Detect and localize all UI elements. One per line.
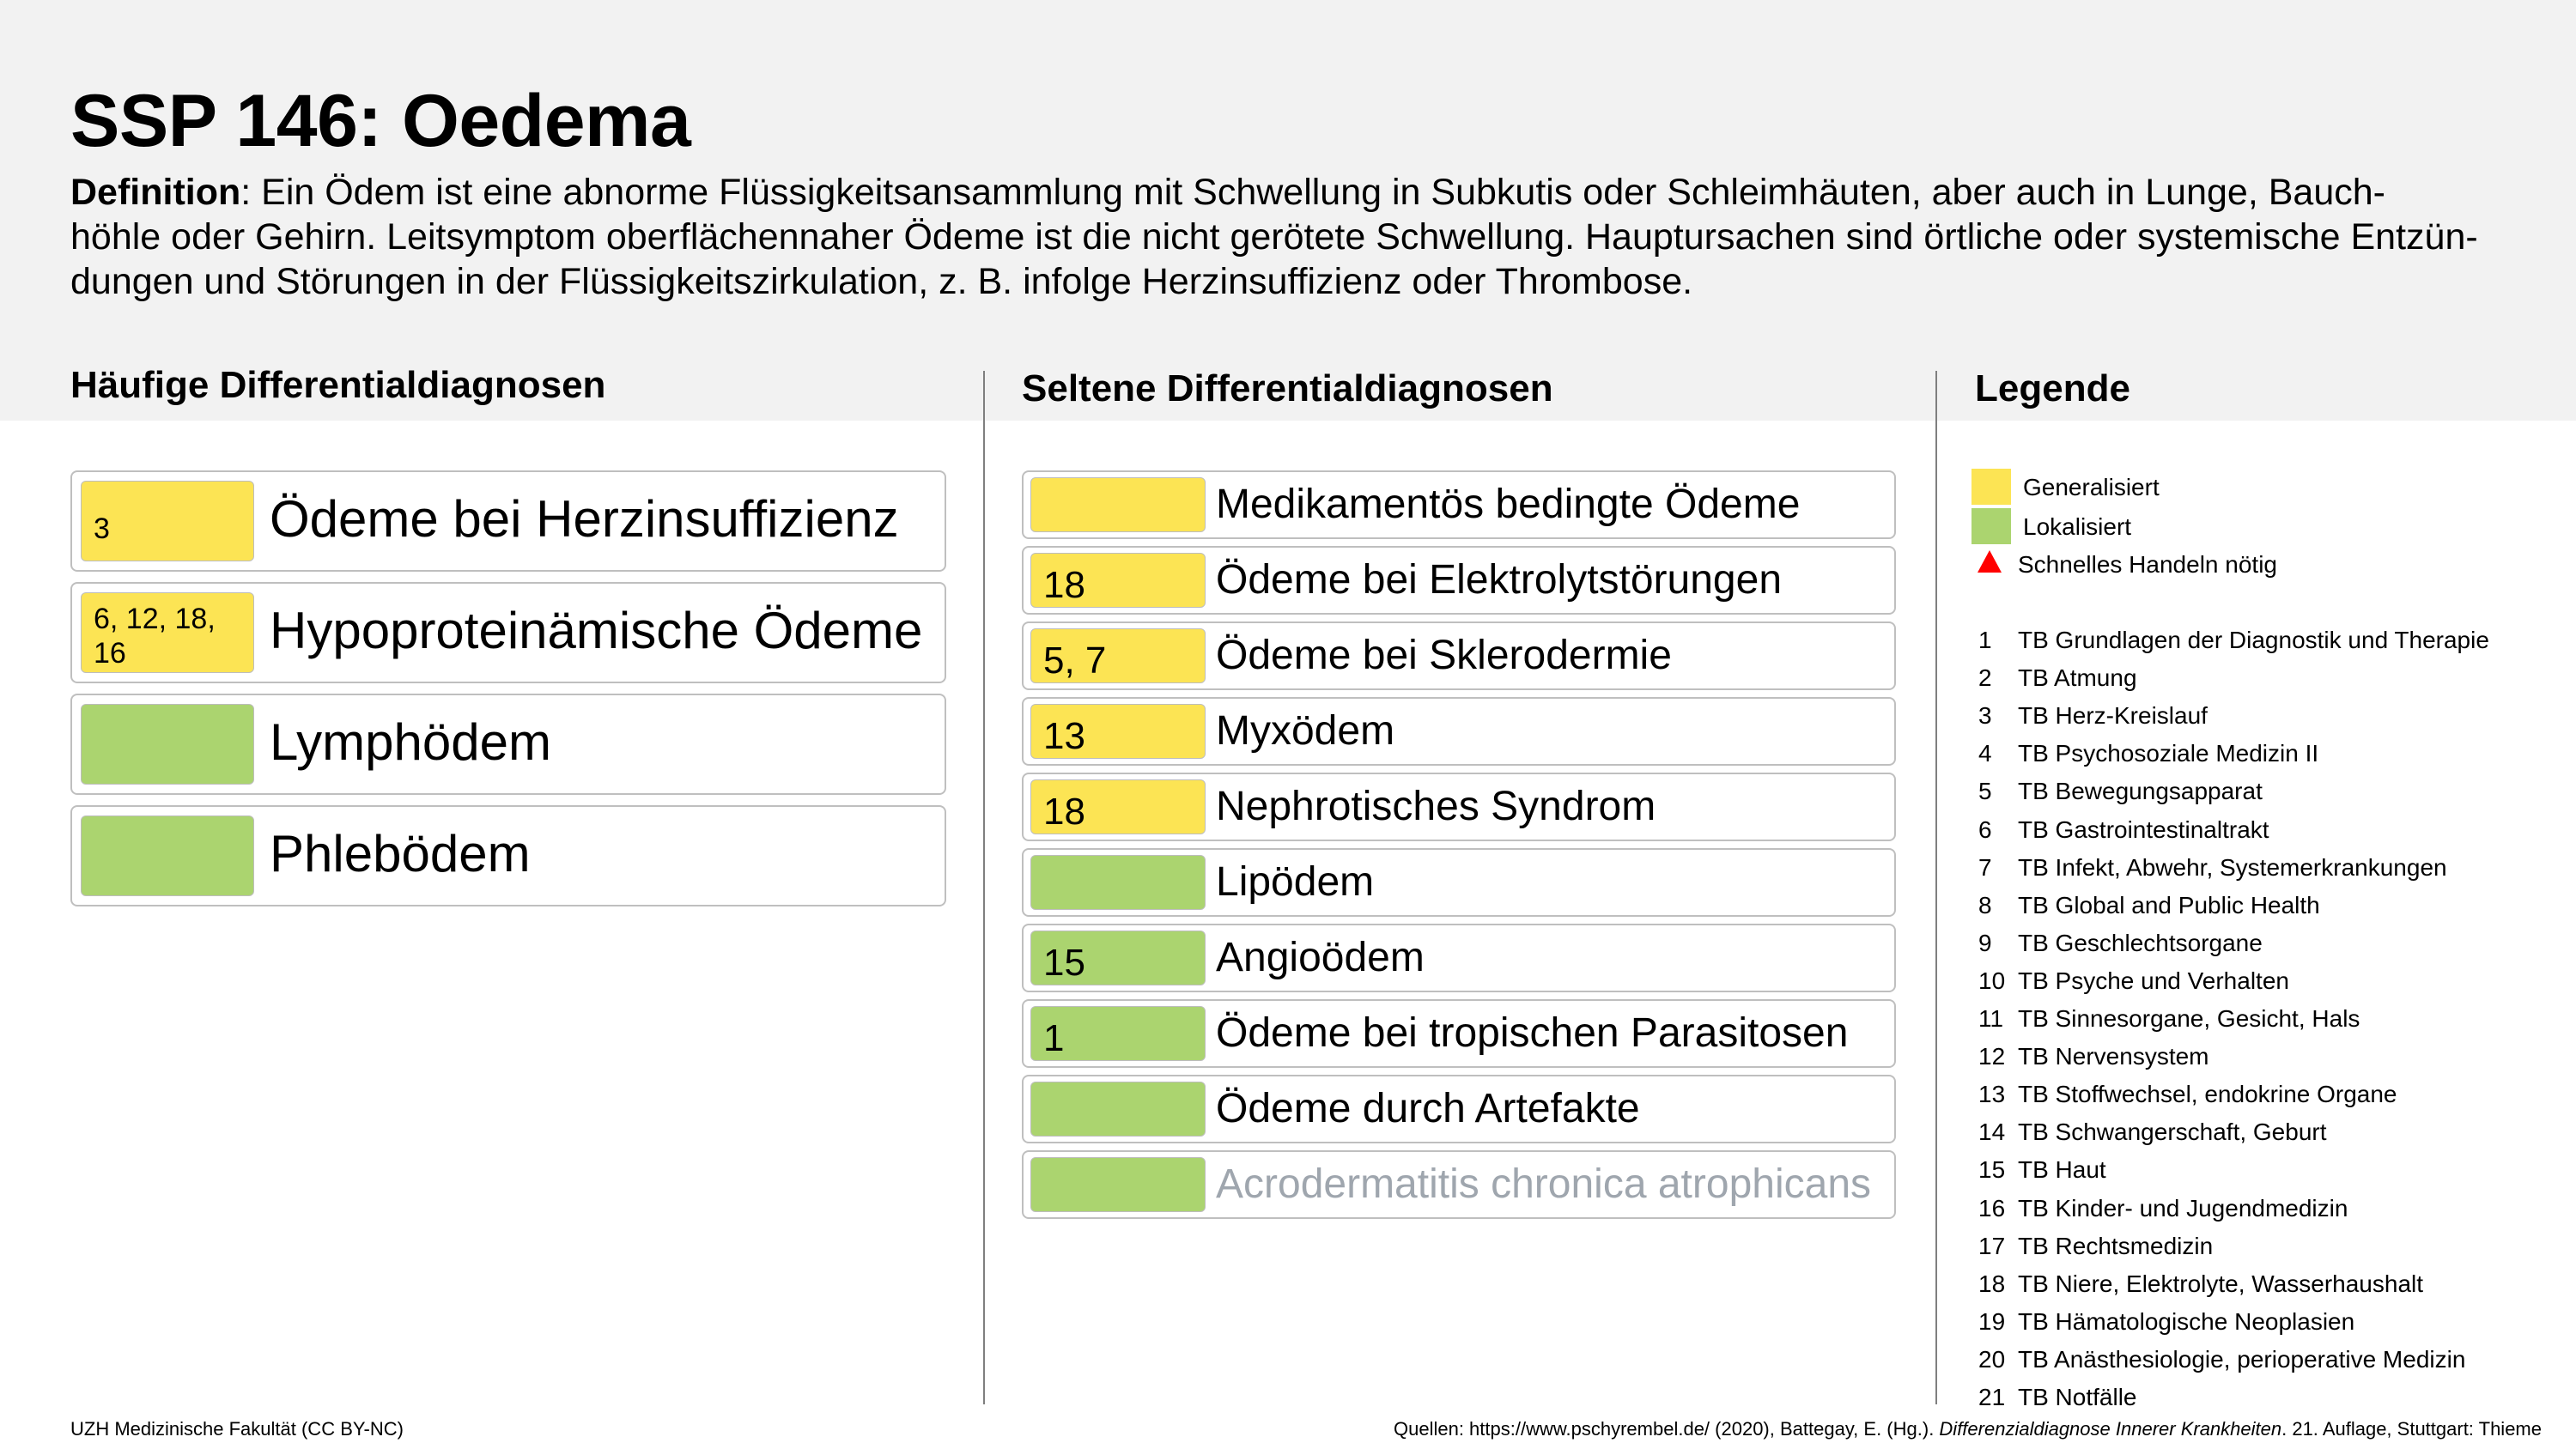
textbook-name: TB Notfälle: [2018, 1384, 2137, 1410]
textbook-number: 2: [1978, 664, 1992, 691]
common-item[interactable]: [70, 470, 946, 572]
diagnosis-label: Lymphödem: [270, 713, 551, 771]
common-heading: Häufige Differentialdiagnosen: [70, 364, 606, 406]
localized-chip: [1030, 931, 1206, 985]
warning-triangle-icon: [1977, 549, 2002, 573]
textbook-name: TB Global and Public Health: [2018, 892, 2320, 919]
textbook-number: 14: [1978, 1119, 2006, 1145]
localized-swatch: [1971, 508, 2011, 544]
column-divider-2: [1935, 371, 1937, 1404]
diagnosis-label: Acrodermatitis chronica atrophicans: [1216, 1161, 1872, 1207]
rare-item[interactable]: [1022, 621, 1896, 690]
footer-sources: [1394, 1418, 2542, 1440]
textbook-number: 10: [1978, 967, 2006, 994]
localized-chip: [1030, 1157, 1206, 1212]
diagnosis-label: Lipödem: [1216, 859, 1375, 905]
diagnosis-label: Ödeme bei tropischen Parasitosen: [1216, 1010, 1849, 1056]
diagnosis-label: Angioödem: [1216, 935, 1425, 980]
footer-license: UZH Medizinische Fakultät (CC BY-NC): [70, 1418, 404, 1440]
textbook-ref: 15: [1043, 942, 1085, 984]
textbook-number: 18: [1978, 1270, 2006, 1297]
rare-item[interactable]: [1022, 924, 1896, 992]
legend-heading: Legende: [1975, 367, 2130, 409]
common-item[interactable]: [70, 805, 946, 906]
rare-item[interactable]: [1022, 773, 1896, 841]
generalized-chip: [81, 481, 254, 561]
textbook-name: TB Atmung: [2018, 664, 2137, 691]
page-title: SSP 146: Oedema: [70, 80, 691, 162]
textbook-number: 3: [1978, 702, 1992, 729]
footer-sources-book: Differenzialdiagnose Innerer Krankheiten: [1939, 1418, 2282, 1440]
generalized-chip: [1030, 477, 1206, 532]
textbook-number: 13: [1978, 1081, 2006, 1107]
diagnosis-label: Myxödem: [1216, 708, 1395, 754]
textbook-number: 20: [1978, 1346, 2006, 1373]
localized-chip: [1030, 1006, 1206, 1061]
diagnosis-label: Ödeme bei Sklerodermie: [1216, 633, 1672, 678]
legend-generalized: Generalisiert: [2023, 474, 2160, 500]
rare-item[interactable]: [1022, 1150, 1896, 1219]
textbook-number: 12: [1978, 1043, 2006, 1070]
textbook-number: 7: [1978, 854, 1992, 881]
localized-chip: [81, 815, 254, 896]
footer-sources-prefix: Quellen: https://www.pschyrembel.de/ (2020), Battegay, E. (Hg.).: [1393, 1418, 1940, 1440]
rare-item[interactable]: [1022, 546, 1896, 615]
textbook-name: TB Rechtsmedizin: [2018, 1233, 2214, 1259]
generalized-swatch: [1971, 469, 2011, 505]
diagnosis-label: Nephrotisches Syndrom: [1216, 784, 1656, 829]
textbook-name: TB Hämatologische Neoplasien: [2018, 1308, 2355, 1335]
textbook-name: TB Herz-Kreislauf: [2018, 702, 2208, 729]
textbook-ref-line-1: 6, 12, 18,: [94, 603, 216, 635]
textbook-number: 15: [1978, 1156, 2006, 1183]
textbook-name: TB Nervensystem: [2018, 1043, 2209, 1070]
textbook-number: 17: [1978, 1233, 2006, 1259]
definition-label: Definition: [70, 172, 241, 213]
localized-chip: [1030, 855, 1206, 910]
definition-text: [70, 170, 2526, 304]
textbook-ref-line-2: 16: [94, 637, 126, 670]
localized-chip: [81, 704, 254, 785]
textbook-number: 21: [1978, 1384, 2006, 1410]
textbook-number: 1: [1978, 627, 1992, 653]
common-item[interactable]: [70, 694, 946, 795]
textbook-number: 9: [1978, 930, 1992, 956]
definition-line-1: : Ein Ödem ist eine abnorme Flüssigkeitsansammlung mit Schwellung in Subkutis oder Schleimhäuten, aber auch in Lunge, Bauch-: [240, 172, 2385, 213]
textbook-name: TB Psychosoziale Medizin II: [2018, 740, 2319, 767]
generalized-chip: [1030, 553, 1206, 608]
diagnosis-label: Ödeme bei Elektrolytstörungen: [1216, 557, 1783, 603]
textbook-ref: 18: [1043, 791, 1085, 833]
generalized-chip: [1030, 628, 1206, 683]
textbook-name: TB Schwangerschaft, Geburt: [2018, 1119, 2327, 1145]
textbook-ref: 3: [94, 512, 110, 545]
legend-localized: Lokalisiert: [2023, 513, 2132, 540]
textbook-number: 5: [1978, 778, 1992, 804]
legend-urgent: Schnelles Handeln nötig: [2018, 551, 2277, 578]
textbook-name: TB Psyche und Verhalten: [2018, 967, 2289, 994]
localized-chip: [1030, 1082, 1206, 1137]
textbook-name: TB Infekt, Abwehr, Systemerkrankungen: [2018, 854, 2447, 881]
diagnosis-label: Ödeme durch Artefakte: [1216, 1086, 1640, 1131]
definition-line-3: dungen und Störungen in der Flüssigkeitszirkulation, z. B. infolge Herzinsuffizienz oder Thrombose.: [70, 261, 1693, 302]
rare-item[interactable]: [1022, 470, 1896, 539]
diagnosis-label: Hypoproteinämische Ödeme: [270, 602, 923, 659]
generalized-chip: [1030, 704, 1206, 759]
generalized-chip: [1030, 779, 1206, 834]
textbook-name: TB Sinnesorgane, Gesicht, Hals: [2018, 1005, 2360, 1032]
textbook-name: TB Stoffwechsel, endokrine Organe: [2018, 1081, 2397, 1107]
rare-item[interactable]: [1022, 1075, 1896, 1143]
rare-item[interactable]: [1022, 697, 1896, 766]
textbook-ref: 13: [1043, 715, 1085, 757]
textbook-ref: 18: [1043, 564, 1085, 606]
footer-sources-suffix: . 21. Auflage, Stuttgart: Thieme: [2281, 1418, 2542, 1440]
textbook-name: TB Niere, Elektrolyte, Wasserhaushalt: [2018, 1270, 2424, 1297]
textbook-name: TB Geschlechtsorgane: [2018, 930, 2263, 956]
textbook-number: 11: [1978, 1005, 2004, 1032]
textbook-ref: 5, 7: [1043, 640, 1107, 682]
textbook-name: TB Haut: [2018, 1156, 2106, 1183]
textbook-number: 8: [1978, 892, 1992, 919]
textbook-name: TB Gastrointestinaltrakt: [2018, 816, 2269, 843]
textbook-name: TB Bewegungsapparat: [2018, 778, 2263, 804]
rare-item[interactable]: [1022, 848, 1896, 917]
textbook-ref: 1: [1043, 1017, 1065, 1059]
textbook-name: TB Kinder- und Jugendmedizin: [2018, 1195, 2348, 1222]
textbook-number: 4: [1978, 740, 1992, 767]
diagnosis-label: Medikamentös bedingte Ödeme: [1216, 482, 1801, 527]
definition-line-2: höhle oder Gehirn. Leitsymptom oberflächennaher Ödeme ist die nicht gerötete Schwellung. Hauptursachen sind örtliche oder systemische Entzün-: [70, 216, 2478, 258]
textbook-number: 6: [1978, 816, 1992, 843]
diagnosis-label: Ödeme bei Herzinsuffizienz: [270, 490, 899, 548]
textbook-name: TB Anästhesiologie, perioperative Medizin: [2018, 1346, 2466, 1373]
rare-heading: Seltene Differentialdiagnosen: [1022, 367, 1553, 409]
textbook-ref: [94, 602, 216, 670]
diagnosis-label: Phlebödem: [270, 825, 531, 882]
rare-item[interactable]: [1022, 999, 1896, 1068]
textbook-number: 19: [1978, 1308, 2006, 1335]
generalized-chip: [81, 592, 254, 673]
common-item[interactable]: [70, 582, 946, 683]
textbook-number: 16: [1978, 1195, 2006, 1222]
column-divider-1: [983, 371, 985, 1404]
textbook-name: TB Grundlagen der Diagnostik und Therapie: [2018, 627, 2489, 653]
